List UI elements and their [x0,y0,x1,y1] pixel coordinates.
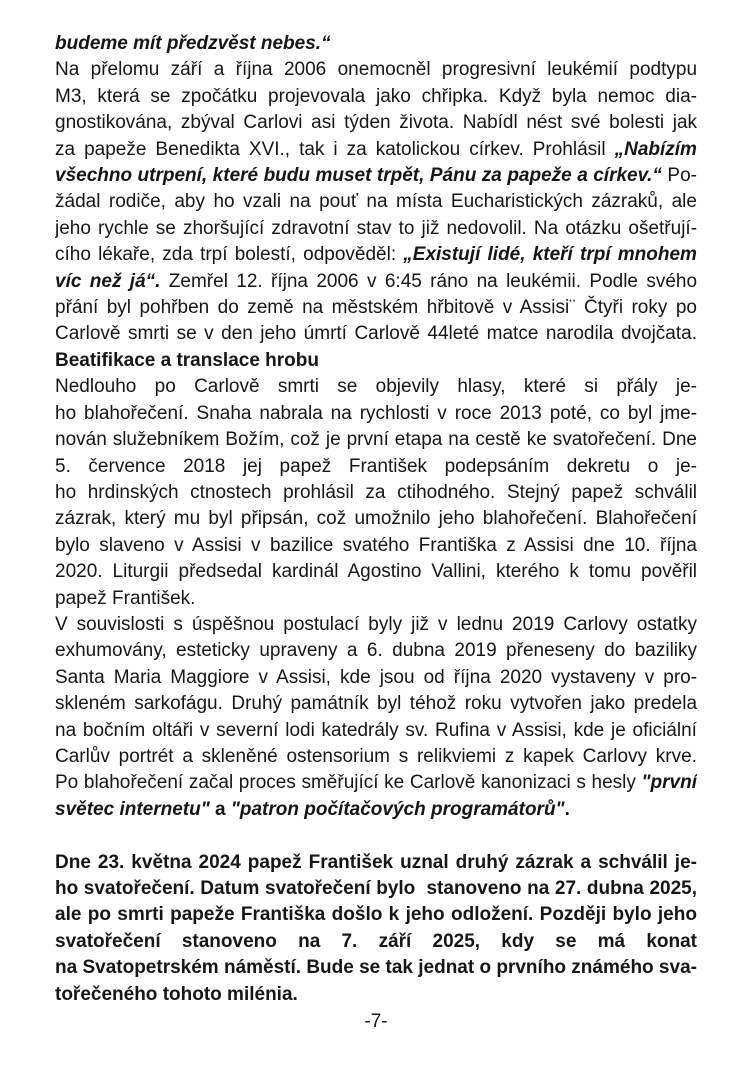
text-segment: Nedlouho po Carlově smrti se objevily hlasy, které si přály je- [55,376,697,398]
text-segment: Na přelomu září a října 2006 onemocněl progresivní leukémií podtypu [55,59,697,81]
text-segment: všechno utrpení, které budu muset trpět, Pánu za papeže a církev.“ [55,165,662,187]
text-segment: Carlův portrét a skleněné ostensorium s relikviemi z kapek Carlovy krve. [55,745,697,767]
text-line [55,189,697,215]
text-segment: "první [641,772,697,794]
text-segment: svatořečení stanoveno na 7. září 2025, kdy se má konat [55,930,697,952]
text-segment: a [215,798,231,820]
text-segment: nován služebníkem Božím, což je první etapa na cestě ke svatořečení. Dne [55,429,697,451]
text-segment: ho svatořečení. Datum svatořečení bylo stanoveno na 27. dubna 2025, [55,877,697,899]
text-segment: M3, která se zpočátku projevovala jako chřipka. Když byla nemoc dia- [55,85,697,107]
text-line [55,401,697,427]
text-segment: tořečeného tohoto milénia. [55,983,298,1005]
text-line [55,110,697,136]
text-line [55,638,697,664]
text-segment: jeho rychle se zhoršující zdravotní stav to již nedovolil. Na otázku ošetřují- [55,217,697,239]
text-segment: V souvislosti s úspěšnou postulací byly již v lednu 2019 Carlovy ostatky [55,613,697,635]
text-segment: Carlově smrti se v den jeho úmrtí Carlově 44leté matce narodila dvojčata. [55,323,697,345]
text-line [55,295,697,321]
text-segment: 5. července 2018 jej papež František podepsáním dekretu o je- [55,455,697,477]
text-segment: přání byl pohřben do země na městském hřbitově v Assisi¨ Čtyři roky po [55,297,697,319]
text-segment: „Nabízím [614,138,697,160]
text-segment: světec internetu" [55,798,216,820]
text-segment: Dne 23. května 2024 papež František uznal druhý zázrak a schválil je- [55,851,697,873]
text-segment: víc než já“. [55,270,161,292]
text-line [55,586,697,612]
text-segment: skleném sarkofágu. Druhý památník byl téhož roku vytvořen jako predela [55,693,697,715]
text-segment: ho hrdinských ctnostech prohlásil za ctihodného. Stejný papež schválil [55,481,697,503]
text-segment: ho blahořečení. Snaha nabrala na rychlosti v roce 2013 poté, co byl jme- [55,402,697,424]
text-segment: . [564,798,570,820]
text-line [55,559,697,585]
text-line [55,770,697,796]
text-line [55,321,697,347]
text-line [55,57,697,83]
text-line [55,902,697,928]
text-segment: Santa Maria Maggiore v Assisi, kde jsou od října 2020 vystaveny v pro- [55,666,697,688]
text-line [55,665,697,691]
text-line [55,163,697,189]
text-segment: Po- [661,165,697,187]
text-segment: zázrak, který mu byl připsán, což umožnilo jeho blahořečení. Blahořečení [55,508,697,530]
text-segment: budeme mít předzvěst nebes.“ [55,33,331,54]
text-line [55,84,697,110]
text-line [55,454,697,480]
text-segment: exhumovány, esteticky upraveny a 6. dubna 2019 přeneseny do baziliky [55,640,697,662]
text-line [55,691,697,717]
text-segment: „Existují lidé, kteří trpí mnohem [403,244,697,266]
text-segment: žádal rodiče, aby ho vzali na pouť na místa Eucharistických zázraků, ale [55,191,697,213]
section-heading [55,348,697,374]
text-segment: ale po smrti papeže Františka došlo k jeho odložení. Později bylo jeho [55,904,697,926]
text-line [55,427,697,453]
text-line [55,374,697,400]
text-line [55,506,697,532]
text-line [55,797,697,823]
text-line [55,533,697,559]
text-segment: na bočním oltáři v severní lodi katedrály sv. Rufina v Assisi, kde je oficiální [55,719,697,741]
text-line [55,850,697,876]
text-line [55,876,697,902]
text-segment: gnostikována, zbýval Carlovi asi týden života. Nabídl nést své bolesti jak [55,112,697,134]
text-segment: papež František. [55,587,196,609]
text-line [55,137,697,163]
text-line [55,269,697,295]
text-line [55,823,697,849]
text-line [55,242,697,268]
text-segment: Zemřel 12. října 2006 v 6:45 ráno na leukémii. Podle svého [160,270,697,292]
text-segment: Po blahořečení začal proces směřující ke Carlově kanonizaci s hesly [55,772,642,794]
text-content [55,31,697,1008]
text-line [55,31,697,57]
text-segment: 2020. Liturgii předsedal kardinál Agostino Vallini, kterého k tomu pověřil [55,561,697,583]
text-line [55,718,697,744]
text-line [55,612,697,638]
text-segment: "patron počítačových programátorů" [230,798,565,820]
text-segment: na Svatopetrském náměstí. Bude se tak jednat o prvního známého sva- [55,957,697,979]
text-segment: Beatifikace a translace hrobu [55,349,319,371]
text-segment: bylo slaveno v Assisi v bazilice svatého Františka z Assisi dne 10. října [55,534,697,556]
text-line [55,982,697,1008]
text-line [55,480,697,506]
text-segment: za papeže Benedikta XVI., tak i za katolickou církev. Prohlásil [55,138,615,160]
text-line [55,744,697,770]
text-line [55,955,697,981]
page-number: -7- [364,1011,388,1033]
text-line [55,216,697,242]
text-line [55,929,697,955]
text-segment: cího lékaře, zda trpí bolestí, odpověděl: [55,244,404,266]
